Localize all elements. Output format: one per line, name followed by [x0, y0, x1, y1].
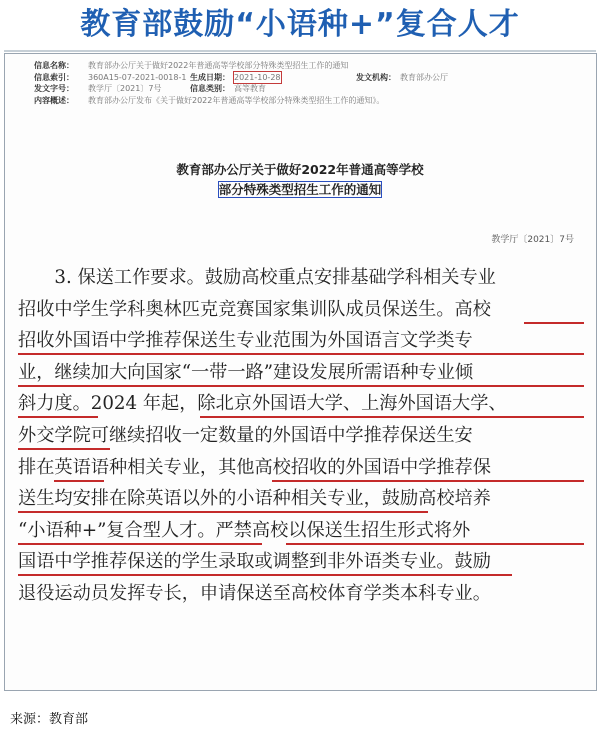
meta-label: 信息索引：: [34, 72, 74, 82]
document-number: 教学厅〔2021〕7号: [491, 235, 574, 245]
meta-label: 内容概述：: [34, 95, 74, 105]
underline-mark: [524, 322, 584, 324]
source-credit: 来源：教育部: [10, 712, 89, 727]
meta-value-category: 高等教育: [234, 84, 266, 93]
body-line: 业，继续加大向国家“一带一路”建设发展所需语种专业倾: [18, 357, 584, 389]
underline-mark: [18, 511, 428, 513]
body-line: 送生均安排在除英语以外的小语种相关专业，鼓励高校培养: [18, 483, 584, 515]
meta-value-date: 2021-10-28: [234, 72, 281, 82]
body-line: 招收外国语中学推荐保送生专业范围为外国语言文学类专: [18, 325, 584, 357]
document-body: [18, 262, 584, 610]
meta-value: 教育部办公厅关于做好2022年普通高等学校部分特殊类型招生工作的通知: [88, 61, 349, 70]
underline-mark: [18, 385, 584, 387]
meta-label-category: 信息类别：: [190, 84, 230, 93]
notice-title-line1: 教育部办公厅关于做好2022年普通高等学校: [176, 162, 424, 177]
underline-mark: [18, 416, 98, 418]
underline-mark: [200, 416, 584, 418]
meta-value: 教育部办公厅发布《关于做好2022年普通高等学校部分特殊类型招生工作的通知》。: [88, 95, 385, 105]
meta-label-date: 生成日期：: [190, 72, 230, 82]
body-line: 排在英语语种相关专业，其他高校招收的外国语中学推荐保: [18, 452, 584, 484]
underline-mark: [18, 448, 110, 450]
headline: 教育部鼓励“小语种+”复合人才: [80, 7, 520, 42]
underline-mark: [286, 543, 584, 545]
body-line: 外交学院可继续招收一定数量的外国语中学推荐保送生安: [18, 420, 584, 452]
body-line: 招收中学生学科奥林匹克竞赛国家集训队成员保送生。高校: [18, 294, 584, 326]
meta-label: 发文字号：: [34, 84, 74, 93]
meta-label-issuer: 发文机构：: [356, 72, 396, 82]
body-line: 退役运动员发挥专长，申请保送至高校体育学类本科专业。: [18, 582, 491, 604]
underline-mark: [54, 480, 104, 482]
underline-mark: [18, 543, 262, 545]
underline-mark: [18, 574, 512, 576]
underline-mark: [272, 480, 584, 482]
meta-label: 信息名称：: [34, 61, 74, 70]
meta-value-issuer: 教育部办公厅: [400, 72, 448, 82]
meta-row-summary: [34, 95, 574, 107]
document-meta-block: [34, 60, 574, 106]
body-line: 国语中学推荐保送的学生录取或调整到非外语类专业。鼓励: [18, 546, 584, 578]
meta-row-info-name: [34, 60, 574, 72]
underline-mark: [18, 353, 584, 355]
notice-title-line2: [0, 180, 600, 198]
body-line: 3. 保送工作要求。鼓励高校重点安排基础学科相关专业: [18, 267, 496, 288]
meta-value: 360A15-07-2021-0018-1: [88, 72, 187, 82]
body-line: “小语种+”复合型人才。严禁高校以保送生招生形式将外: [18, 515, 584, 547]
divider: [4, 50, 596, 52]
meta-value: 教学厅〔2021〕7号: [88, 84, 162, 93]
notice-title-line2-text: 部分特殊类型招生工作的通知: [218, 182, 382, 197]
meta-row-docno: [34, 83, 574, 95]
meta-row-index: [34, 72, 574, 84]
body-line: 斜力度。2024 年起，除北京外国语大学、上海外国语大学、: [18, 388, 584, 420]
